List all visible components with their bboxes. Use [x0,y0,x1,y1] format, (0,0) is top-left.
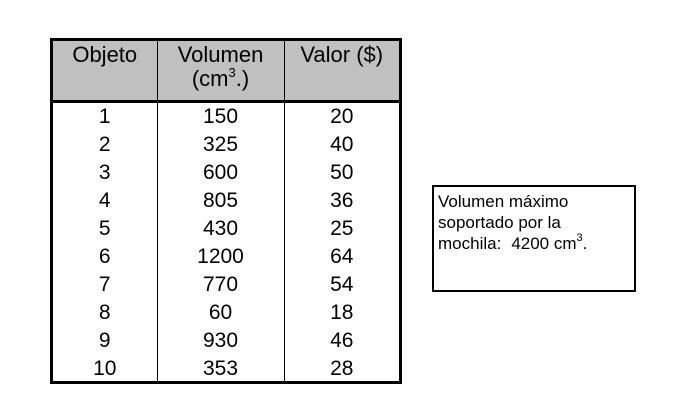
cell-objeto: 3 [53,159,157,187]
header-volumen-label: Volumen [177,42,264,67]
table-header [53,41,399,102]
header-volumen-unit-close: .) [235,66,250,91]
note-line-3 [438,233,630,254]
cell-volumen: 770 [157,271,284,299]
table-row [53,187,399,215]
cell-volumen: 430 [157,215,284,243]
cell-objeto: 8 [53,299,157,327]
cell-objeto: 2 [53,131,157,159]
cell-valor: 40 [330,133,354,156]
cell-valor: 54 [330,273,354,296]
cell-objeto: 9 [53,327,157,355]
cell-valor: 25 [330,217,354,240]
note-capacity-value: 4200 cm [511,234,577,253]
cell-valor: 20 [330,105,354,128]
header-volumen-unit-exponent: 3 [228,64,236,80]
cell-objeto: 7 [53,271,157,299]
note-capacity-exponent: 3 [576,232,583,245]
note-line-2: soportado por la [438,213,561,232]
cell-volumen: 353 [157,355,284,383]
cell-valor: 64 [330,245,354,268]
cell-objeto: 5 [53,215,157,243]
header-volumen-unit [192,66,249,91]
cell-valor: 36 [330,189,354,212]
header-volumen [157,41,284,102]
cell-objeto: 10 [53,355,157,383]
header-volumen-unit-base: (cm [191,66,229,91]
cell-valor: 50 [330,161,354,184]
header-row [53,41,399,102]
cell-volumen: 325 [157,131,284,159]
table-row [53,355,399,383]
cell-objeto: 1 [53,102,157,132]
note-label: mochila: [438,234,502,253]
cell-volumen: 1200 [157,243,284,271]
header-valor: Valor ($) [284,41,399,102]
items-table-frame [50,38,402,384]
table-body [53,102,399,384]
note-line-1: Volumen máximo [438,192,569,211]
cell-volumen: 60 [157,299,284,327]
cell-objeto: 4 [53,187,157,215]
note-period: . [582,234,588,253]
cell-volumen: 805 [157,187,284,215]
table-row [53,243,399,271]
table-row [53,299,399,327]
table-row [53,215,399,243]
table-row [53,131,399,159]
table-row [53,327,399,355]
cell-objeto: 6 [53,243,157,271]
items-table [53,41,399,383]
cell-volumen: 930 [157,327,284,355]
cell-valor: 46 [330,329,354,352]
cell-volumen: 600 [157,159,284,187]
cell-valor: 28 [330,357,354,380]
table-row [53,102,399,132]
capacity-note-box [432,185,636,292]
table-row [53,159,399,187]
header-objeto: Objeto [53,41,157,102]
table-row [53,271,399,299]
cell-valor: 18 [330,301,354,324]
cell-volumen: 150 [157,102,284,132]
